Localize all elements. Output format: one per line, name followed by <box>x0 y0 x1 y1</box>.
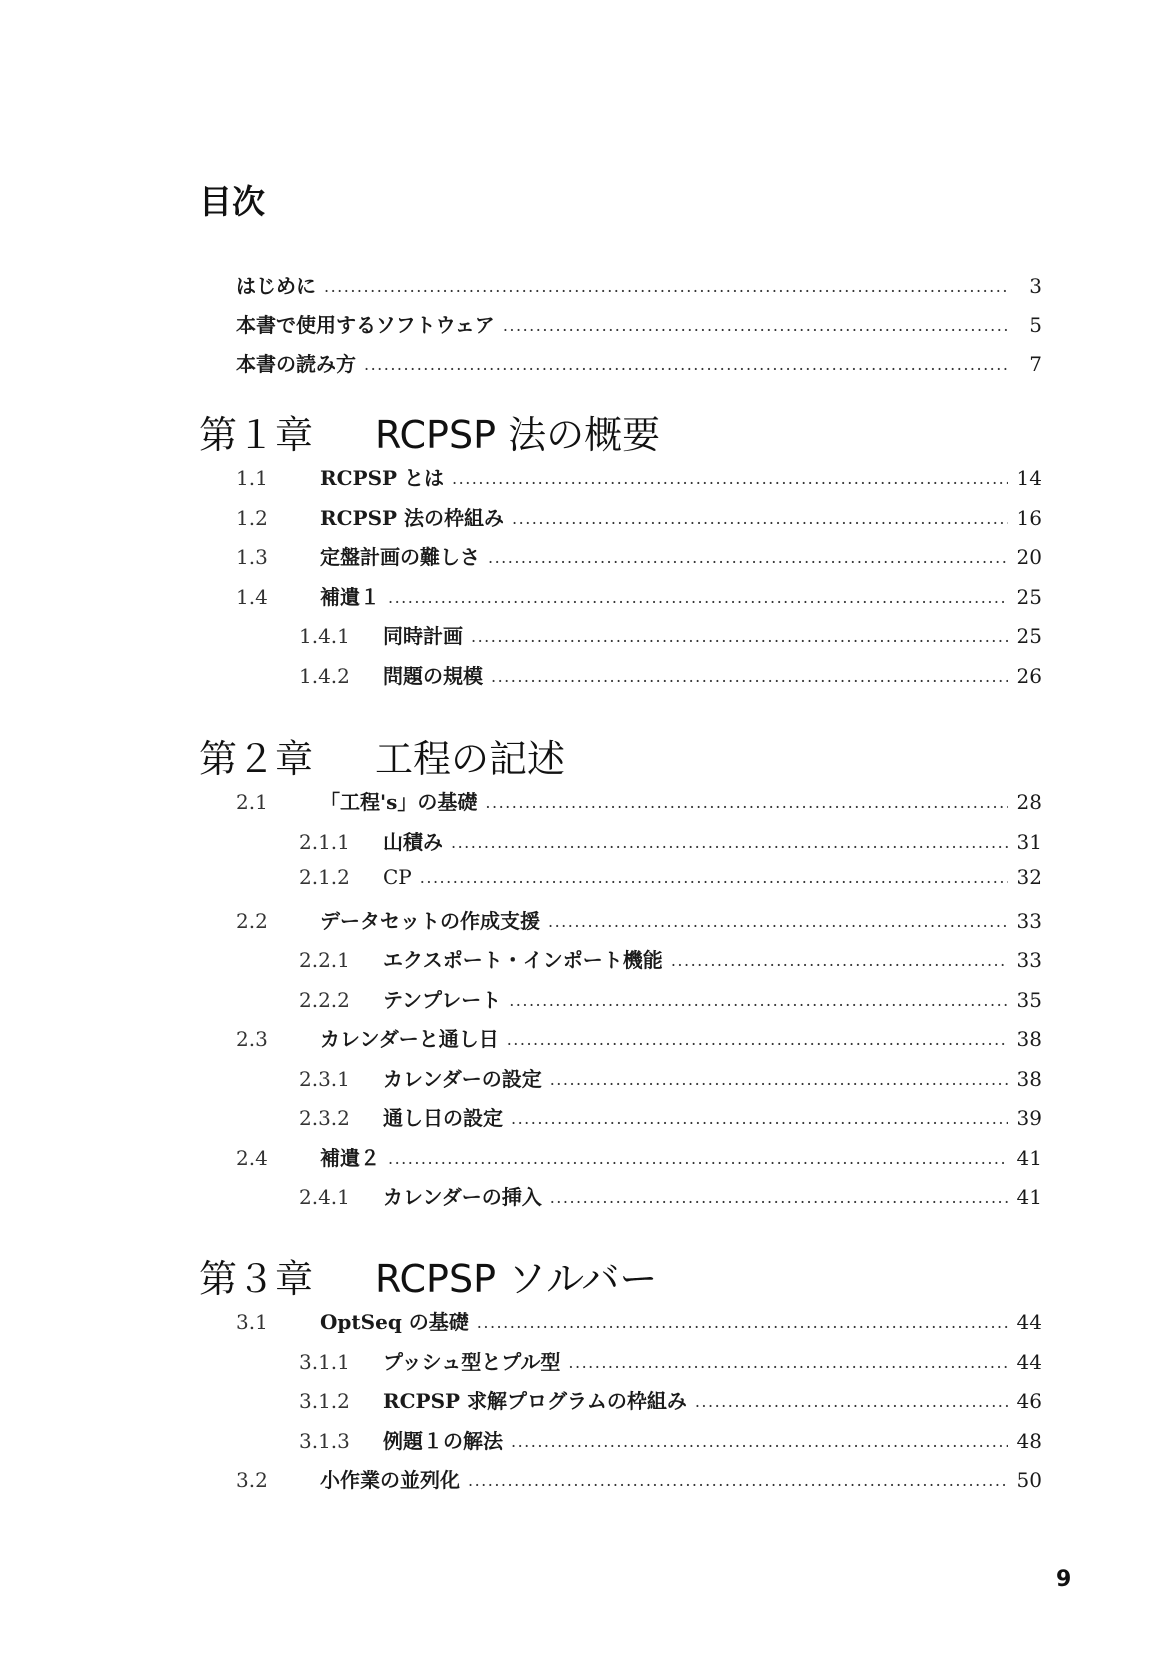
dot-leader <box>420 868 1008 887</box>
entry-number: 2.3 <box>236 1027 268 1051</box>
entry-page: 44 <box>1016 1310 1042 1334</box>
entry-title: 本書の読み方 <box>236 352 356 376</box>
entry-title: 定盤計画の難しさ <box>320 545 480 569</box>
entry-number: 1.1 <box>236 466 268 490</box>
entry-title: 補遺２ <box>320 1145 380 1170</box>
page-number: 9 <box>1056 1567 1072 1592</box>
dot-leader <box>507 1030 1008 1049</box>
entry-page: 20 <box>1016 545 1042 569</box>
chapter-1 <box>199 404 1042 699</box>
entry-number: 2.3.2 <box>299 1106 350 1130</box>
entry-page: 39 <box>1016 1106 1042 1130</box>
entry-page: 44 <box>1016 1349 1042 1374</box>
toc-entry-prelim[interactable] <box>236 270 1042 309</box>
entry-page: 26 <box>1016 663 1042 688</box>
entry-title: 通し日の設定 <box>383 1106 503 1130</box>
dot-leader <box>695 1392 1008 1411</box>
entry-title: 例題１の解法 <box>383 1428 503 1453</box>
toc-entry-subsection[interactable] <box>236 1425 1042 1465</box>
entry-title: 小作業の並列化 <box>320 1468 460 1492</box>
entry-title: 本書で使用するソフトウェア <box>236 313 495 337</box>
dot-leader <box>388 1149 1008 1168</box>
entry-title: カレンダーの挿入 <box>383 1185 542 1209</box>
chapter-heading[interactable] <box>199 404 1042 462</box>
entry-number: 1.3 <box>236 545 268 569</box>
entry-title: RCPSP とは <box>320 466 445 490</box>
chapter-entries <box>199 1306 1042 1504</box>
chapter-title: RCPSP ソルバー <box>375 1257 658 1301</box>
chapter-title: RCPSP 法の概要 <box>375 413 661 457</box>
toc-entry-subsection[interactable] <box>236 1063 1042 1103</box>
entry-number: 2.2 <box>236 908 268 933</box>
entry-number: 3.1.3 <box>299 1428 350 1453</box>
toc-entry-section[interactable] <box>236 1306 1042 1346</box>
entry-number: 1.4.2 <box>299 663 350 688</box>
chapter-3 <box>199 1248 1042 1504</box>
entry-title: RCPSP 求解プログラムの枠組み <box>383 1389 687 1413</box>
entry-title: はじめに <box>236 274 316 298</box>
entry-page: 3 <box>1029 274 1042 298</box>
entry-title: プッシュ型とプル型 <box>383 1349 561 1374</box>
dot-leader <box>485 793 1008 812</box>
toc-entry-section[interactable] <box>236 462 1042 502</box>
entry-page: 33 <box>1016 948 1042 972</box>
dot-leader <box>512 509 1008 528</box>
entry-title: データセットの作成支援 <box>320 908 540 933</box>
toc-entry-subsection[interactable] <box>236 620 1042 660</box>
toc-entry-subsection[interactable] <box>236 1346 1042 1386</box>
dot-leader <box>503 316 1008 335</box>
entry-title: RCPSP 法の枠組み <box>320 505 505 530</box>
entry-page: 5 <box>1029 313 1042 337</box>
entry-page: 7 <box>1029 352 1042 376</box>
entry-page: 14 <box>1016 466 1042 490</box>
entry-page: 41 <box>1016 1145 1042 1170</box>
entry-page: 31 <box>1016 829 1042 854</box>
dot-leader <box>491 667 1008 686</box>
chapter-label: 第３章 <box>199 1257 314 1301</box>
toc-entry-section[interactable] <box>236 541 1042 581</box>
dot-leader <box>548 912 1008 931</box>
entry-page: 28 <box>1016 790 1042 814</box>
entry-page: 38 <box>1016 1027 1042 1051</box>
toc-entry-subsection[interactable] <box>236 865 1042 905</box>
chapter-heading[interactable] <box>199 1248 1042 1306</box>
toc-entry-section[interactable] <box>236 1023 1042 1063</box>
entry-number: 3.2 <box>236 1468 268 1492</box>
entry-number: 2.3.1 <box>299 1066 350 1091</box>
dot-leader <box>324 277 1008 296</box>
toc-entry-subsection[interactable] <box>236 1181 1042 1221</box>
entry-number: 2.2.1 <box>299 948 350 972</box>
chapter-heading[interactable] <box>199 728 1042 786</box>
entry-title: 補遺１ <box>320 584 380 609</box>
toc-entry-subsection[interactable] <box>236 660 1042 700</box>
entry-number: 3.1.1 <box>299 1349 350 1374</box>
dot-leader <box>671 951 1008 970</box>
entry-title: 同時計画 <box>383 624 463 648</box>
toc-entry-section[interactable] <box>236 581 1042 621</box>
entry-title: OptSeq の基礎 <box>320 1310 469 1334</box>
entry-number: 1.2 <box>236 505 268 530</box>
entry-page: 25 <box>1016 584 1042 609</box>
dot-leader <box>364 355 1008 374</box>
dot-leader <box>511 1109 1008 1128</box>
dot-leader <box>468 1471 1008 1490</box>
toc-entry-section[interactable] <box>236 786 1042 826</box>
entry-page: 50 <box>1016 1468 1042 1492</box>
entry-title: テンプレート <box>383 987 502 1012</box>
entry-page: 33 <box>1016 908 1042 933</box>
entry-number: 2.4.1 <box>299 1185 350 1209</box>
chapter-entries <box>199 462 1042 699</box>
toc-entry-section[interactable] <box>236 1464 1042 1504</box>
chapter-label: 第１章 <box>199 413 314 457</box>
toc-entry-prelim[interactable] <box>236 309 1042 348</box>
entry-number: 2.4 <box>236 1145 268 1170</box>
chapter-label: 第２章 <box>199 737 314 781</box>
entry-title: カレンダーの設定 <box>383 1066 542 1091</box>
dot-leader <box>388 588 1008 607</box>
entry-page: 16 <box>1016 505 1042 530</box>
entry-title: カレンダーと通し日 <box>320 1027 499 1051</box>
entry-page: 25 <box>1016 624 1042 648</box>
entry-number: 1.4 <box>236 584 268 609</box>
dot-leader <box>471 627 1008 646</box>
toc-entry-subsection[interactable] <box>236 1102 1042 1142</box>
entry-title: 問題の規模 <box>383 663 483 688</box>
prelims-list <box>236 270 1042 387</box>
entry-page: 38 <box>1016 1066 1042 1091</box>
entry-page: 32 <box>1016 865 1042 889</box>
entry-page: 35 <box>1016 987 1042 1012</box>
entry-title: エクスポート・インポート機能 <box>383 948 663 972</box>
entry-number: 2.2.2 <box>299 987 350 1012</box>
entry-number: 3.1 <box>236 1310 268 1334</box>
toc-entry-section[interactable] <box>236 1142 1042 1182</box>
entry-number: 2.1.2 <box>299 865 350 889</box>
toc-entry-subsection[interactable] <box>236 944 1042 984</box>
dot-leader <box>568 1353 1008 1372</box>
dot-leader <box>488 548 1008 567</box>
toc-entry-subsection[interactable] <box>236 826 1042 866</box>
chapter-2 <box>199 728 1042 1221</box>
dot-leader <box>550 1070 1008 1089</box>
entry-number: 2.1.1 <box>299 829 350 854</box>
toc-entry-section[interactable] <box>236 905 1042 945</box>
dot-leader <box>509 991 1008 1010</box>
entry-number: 3.1.2 <box>299 1389 350 1413</box>
toc-entry-section[interactable] <box>236 502 1042 542</box>
toc-entry-prelim[interactable] <box>236 348 1042 387</box>
dot-leader <box>550 1188 1008 1207</box>
entry-page: 48 <box>1016 1428 1042 1453</box>
entry-title: 「工程's」の基礎 <box>320 790 478 814</box>
toc-entry-subsection[interactable] <box>236 1385 1042 1425</box>
entry-title: CP <box>383 865 412 889</box>
toc-title: 目次 <box>199 182 265 221</box>
chapter-entries <box>199 786 1042 1221</box>
entry-number: 2.1 <box>236 790 268 814</box>
chapter-title: 工程の記述 <box>375 737 566 781</box>
entry-title: 山積み <box>383 829 443 854</box>
dot-leader <box>451 833 1008 852</box>
entry-page: 41 <box>1016 1185 1042 1209</box>
dot-leader <box>477 1313 1008 1332</box>
toc-entry-subsection[interactable] <box>236 984 1042 1024</box>
entry-number: 1.4.1 <box>299 624 350 648</box>
dot-leader <box>452 469 1008 488</box>
dot-leader <box>511 1432 1008 1451</box>
entry-page: 46 <box>1016 1389 1042 1413</box>
